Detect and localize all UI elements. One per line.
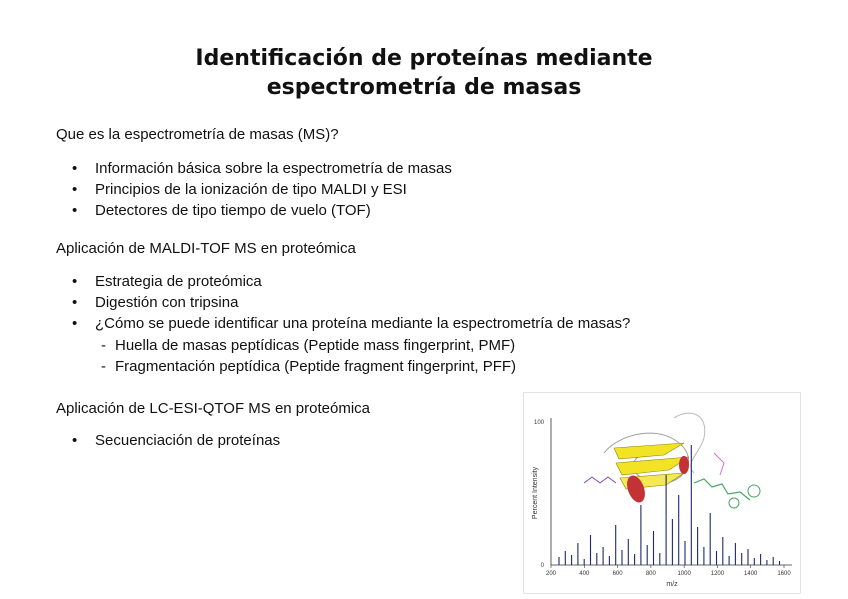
bullet-list-esi [72,430,280,451]
x-axis-label: m/z [666,581,678,588]
bullet-icon: • [72,273,78,290]
x-tick-label: 1600 [777,571,791,577]
sub-item-pmf: - Huella de masas peptídicas (Peptide mass fingerprint, PMF) [101,337,516,354]
section-heading-esi: Aplicación de LC-ESI-QTOF MS en proteómica [56,400,371,417]
slide-title [0,44,848,102]
protein-structure-illustration [584,413,760,508]
title-line-1: Identificación de proteínas mediante [195,46,653,71]
list-item: • Estrategia de proteómica [72,273,262,290]
list-item: • Principios de la ionización de tipo MALDI y ESI [72,181,407,198]
mass-spectrum-figure [523,392,801,594]
section-heading-maldi: Aplicación de MALDI-TOF MS en proteómica [56,240,356,257]
section-heading-ms: Que es la espectrometría de masas (MS)? [56,126,339,143]
title-line-2: espectrometría de masas [266,75,582,100]
x-tick-label: 200 [545,571,557,577]
spectrum-illustration [524,393,800,593]
bullet-icon: • [72,160,78,177]
bullet-icon: • [72,294,78,311]
bullet-list-maldi [72,271,630,334]
dash-icon: - [101,358,106,375]
bullet-icon: • [72,315,78,332]
x-tick-label: 600 [612,571,623,577]
x-ticks [546,565,791,577]
bullet-icon: • [72,432,78,449]
list-item: • Secuenciación de proteínas [72,432,281,449]
dash-icon: - [101,337,106,354]
y-tick-label: 100 [533,420,544,426]
x-tick-label: 1200 [710,571,725,577]
bullet-icon: • [72,202,78,219]
x-tick-label: 1000 [677,571,691,577]
bullet-list-ms [72,158,452,221]
list-item: • ¿Cómo se puede identificar una proteína mediante la espectrometría de masas? [72,315,631,332]
x-tick-label: 1400 [744,571,758,577]
x-tick-label: 800 [645,571,656,577]
list-item: • Digestión con tripsina [72,294,239,311]
list-item: • Información básica sobre la espectrometría de masas [72,160,452,177]
bullet-icon: • [72,181,78,198]
sub-item-pff: - Fragmentación peptídica (Peptide fragment fingerprint, PFF) [101,358,517,375]
x-tick-label: 400 [579,571,590,577]
y-tick-label: 0 [540,563,544,569]
y-axis-label: Percent Intensity [532,466,539,520]
list-item: • Detectores de tipo tiempo de vuelo (TOF) [72,202,371,219]
